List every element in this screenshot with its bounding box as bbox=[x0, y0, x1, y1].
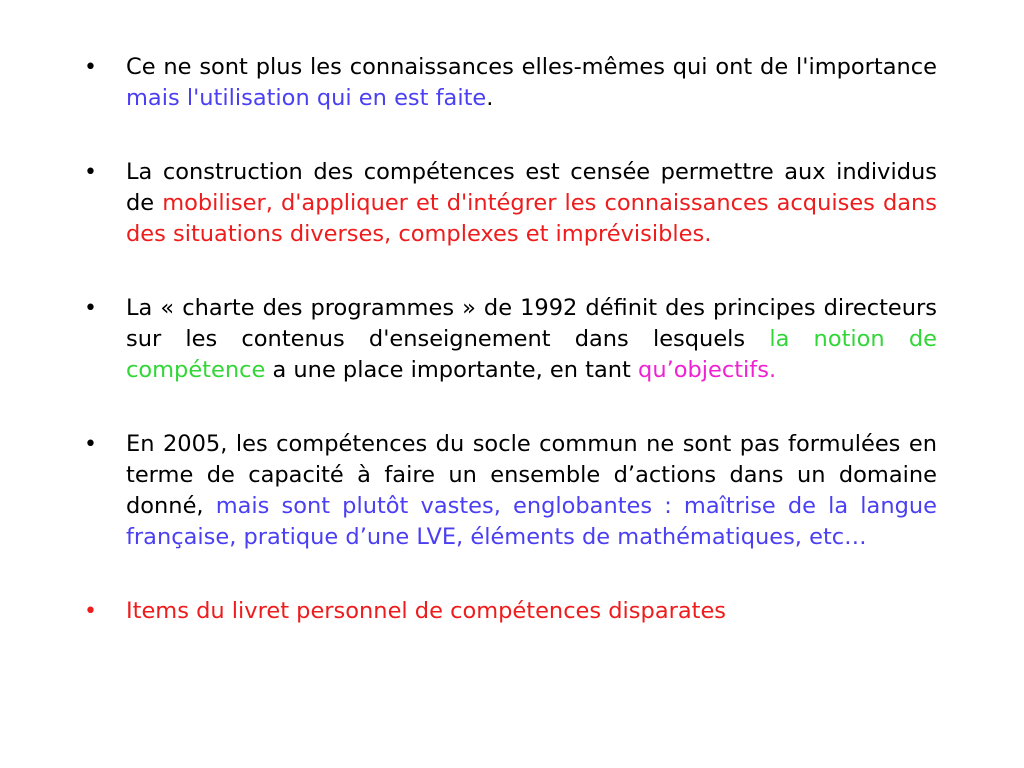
bullet-marker: • bbox=[84, 432, 97, 457]
bullet-item bbox=[84, 157, 937, 250]
bullet-marker: • bbox=[84, 599, 97, 624]
bullet-item bbox=[84, 52, 937, 114]
bullet-item bbox=[84, 293, 937, 386]
bullet-text-segment: En 2005, les compétences du socle commun ne sont pas formulées en terme de capacité à faire un ensemble d’actions dans un domaine donné, bbox=[126, 431, 937, 519]
bullet-text-segment: Items du livret personnel de compétences disparates bbox=[126, 598, 727, 624]
bullet-marker: • bbox=[84, 55, 97, 80]
bullet-text-segment: Ce ne sont plus les connaissances elles-mêmes qui ont de l'importance bbox=[126, 54, 937, 80]
bullet-text-segment: . bbox=[486, 85, 494, 111]
bullet-marker: • bbox=[84, 296, 97, 321]
bullet-text-segment: La construction des compétences est censée permettre aux individus de bbox=[126, 159, 937, 216]
bullet-item bbox=[84, 596, 937, 627]
bullet-text-segment: mobiliser, d'appliquer et d'intégrer les connaissances acquises dans des situations diverses, complexes et imprévisibles. bbox=[126, 190, 937, 247]
bullet-item bbox=[84, 429, 937, 553]
bullet-text-segment: mais l'utilisation qui en est faite bbox=[126, 85, 487, 111]
bullet-text-segment: qu’objectifs. bbox=[638, 357, 777, 383]
bullet-text-segment: a une place importante, en tant bbox=[265, 357, 639, 383]
bullet-text-segment: la notion de compétence bbox=[126, 326, 937, 383]
bullet-list bbox=[84, 52, 937, 627]
bullet-marker: • bbox=[84, 160, 97, 185]
bullet-text-segment: La « charte des programmes » de 1992 définit des principes directeurs sur les contenus d'enseignement dans lesquels bbox=[126, 295, 937, 352]
bullet-text-segment: mais sont plutôt vastes, englobantes : maîtrise de la langue française, pratique d’une LVE, éléments de mathématiques, etc… bbox=[126, 493, 937, 550]
